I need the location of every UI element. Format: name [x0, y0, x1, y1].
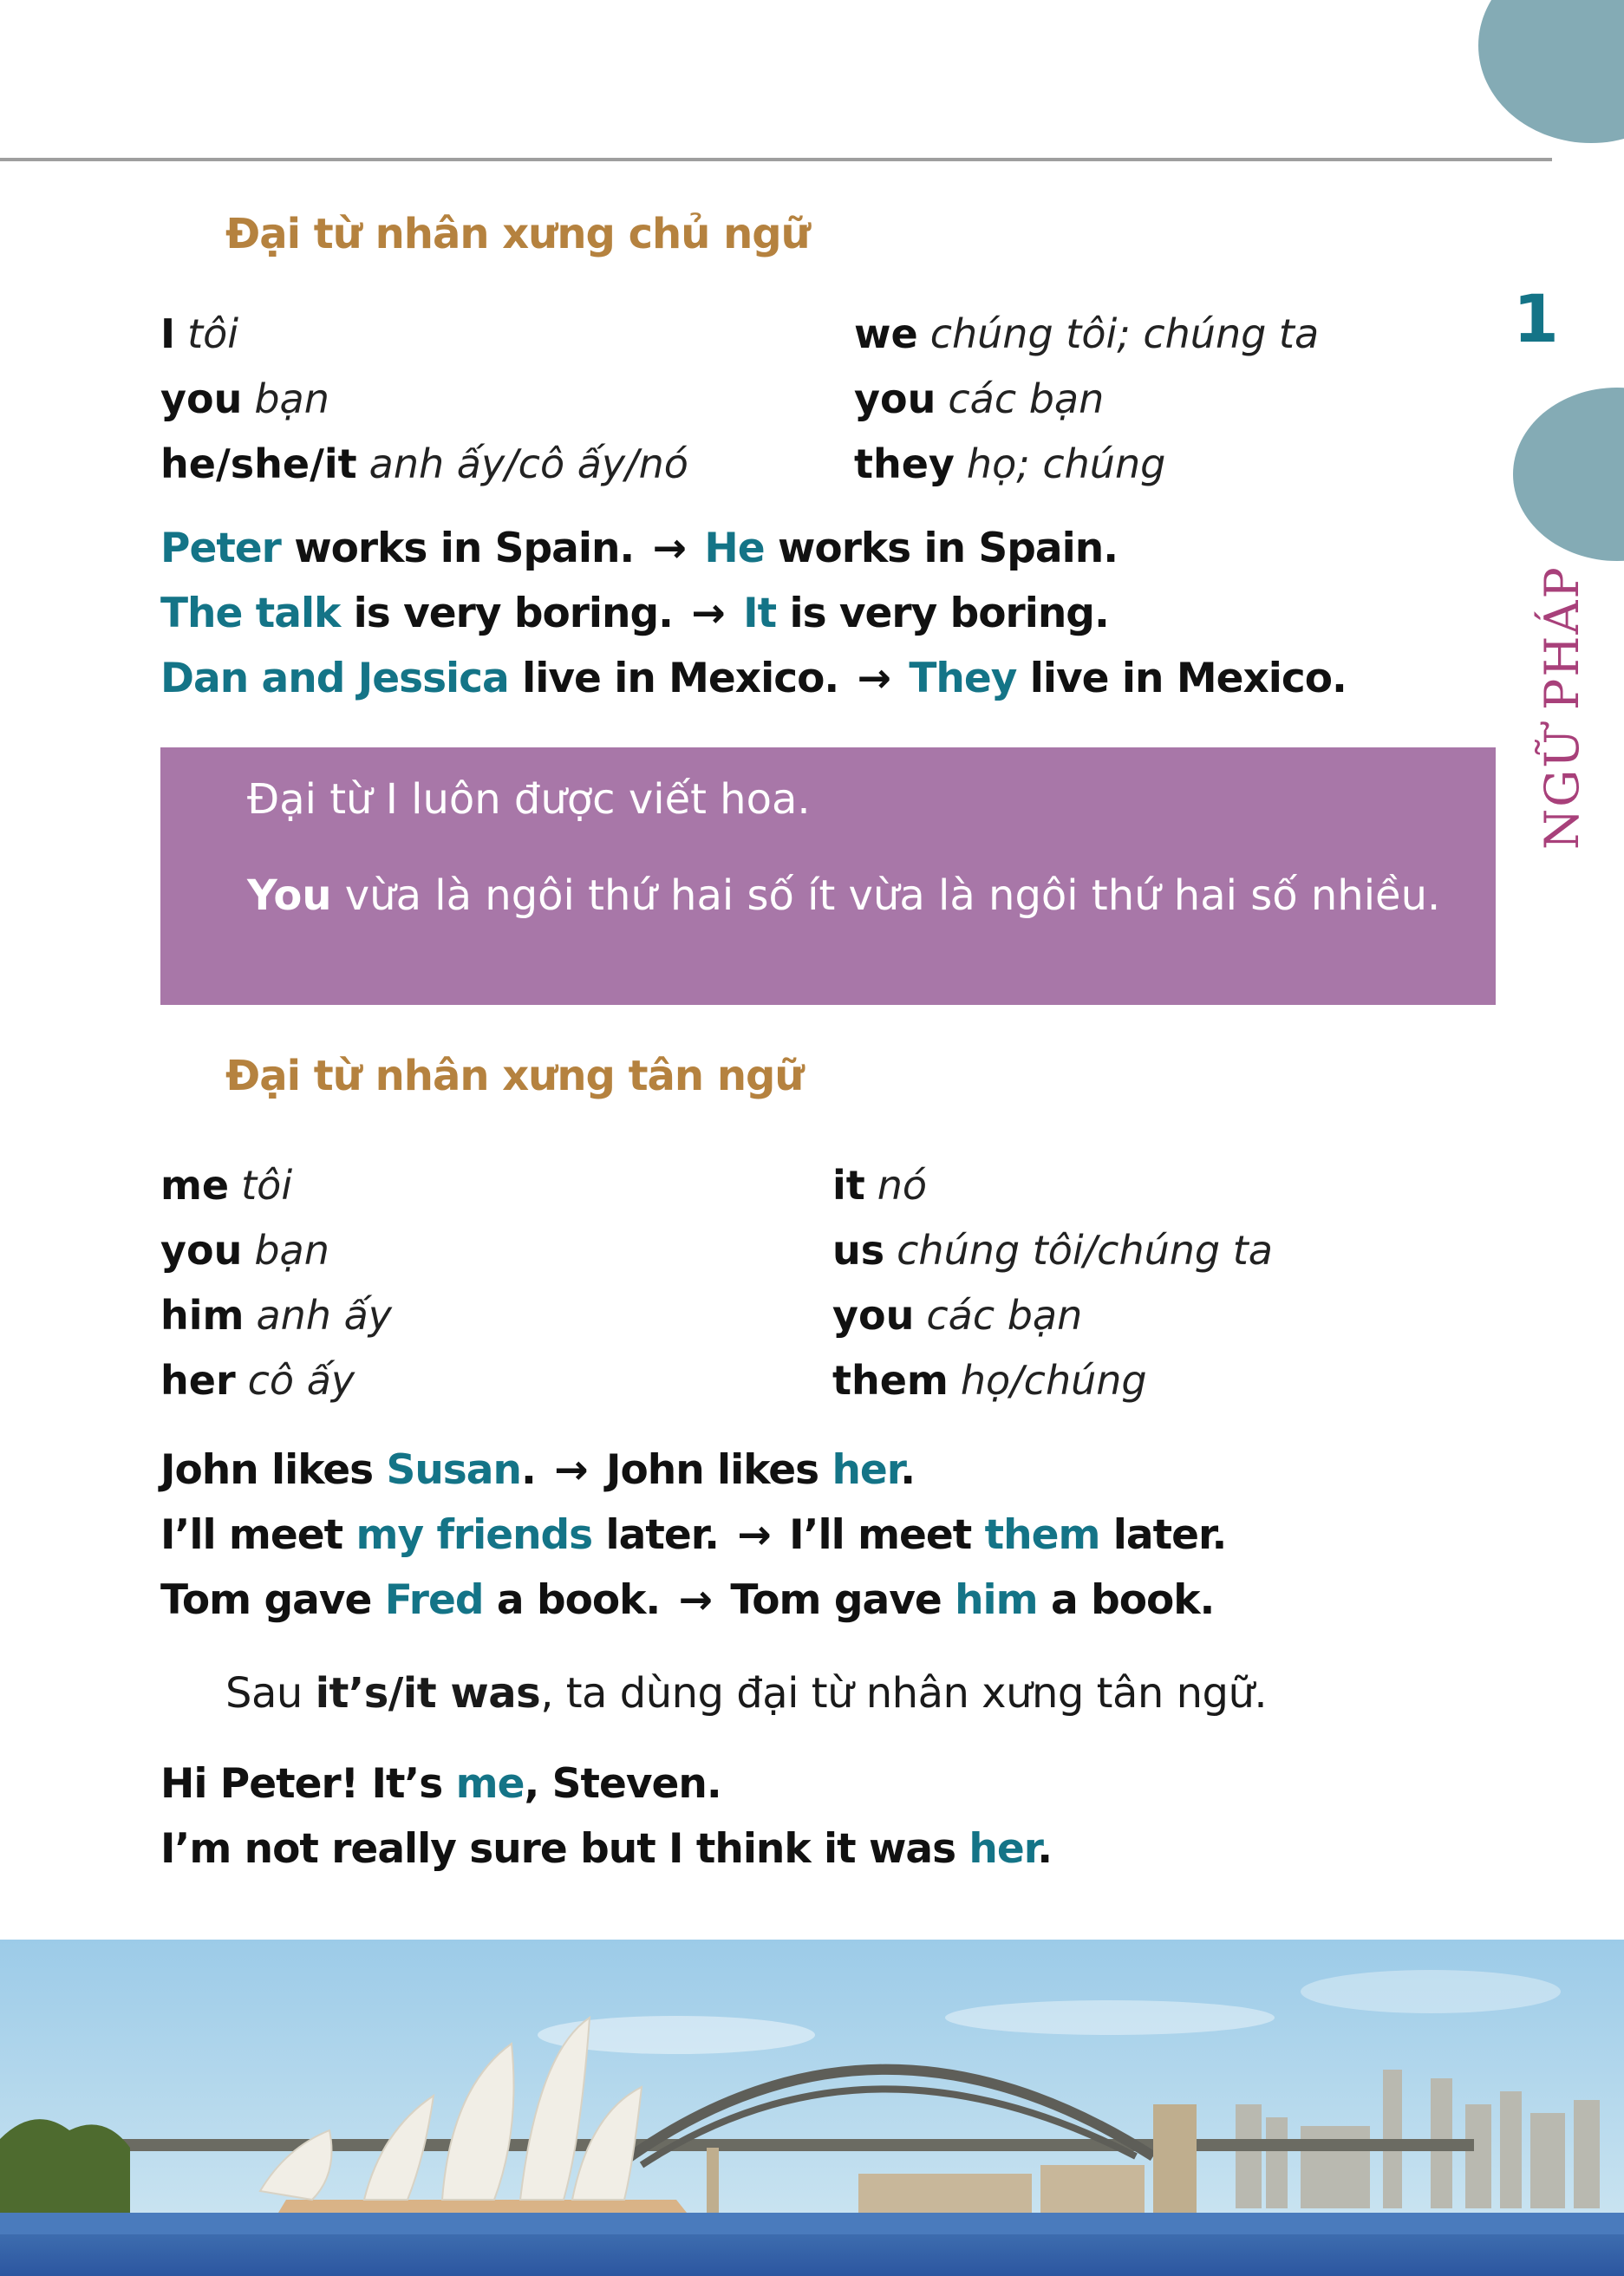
- sentence-text: is very boring.: [776, 590, 1109, 637]
- pronoun-row: [854, 367, 1319, 432]
- arrow-right-icon: →: [857, 655, 890, 702]
- sydney-harbour-photo: [0, 1940, 1624, 2276]
- example-sentence: [160, 1751, 1052, 1816]
- sentence-text: Tom gave: [717, 1576, 955, 1624]
- highlight-noun: Peter: [160, 525, 281, 572]
- object-right-column: [832, 1153, 1273, 1413]
- note-box: [160, 747, 1496, 1005]
- highlight-pronoun: him: [955, 1576, 1038, 1624]
- meaning: anh ấy/cô ấy/nó: [368, 440, 688, 487]
- meaning: chúng tôi/chúng ta: [897, 1227, 1273, 1274]
- tip-examples: [160, 1751, 1052, 1881]
- pronoun: you: [854, 375, 936, 422]
- chapter-number: 1: [1513, 280, 1559, 357]
- highlight-pronoun: her: [969, 1825, 1038, 1873]
- arrow-right-icon: →: [678, 1576, 713, 1624]
- sentence-text: Tom gave: [160, 1576, 385, 1624]
- sentence-text: I’ll meet: [775, 1511, 985, 1559]
- header-rule: [0, 158, 1552, 161]
- sentence-text: Hi Peter! It’s: [160, 1760, 456, 1808]
- pronoun: he/she/it: [160, 440, 357, 487]
- decorative-circle-top: [1478, 0, 1624, 143]
- subject-examples: [160, 516, 1347, 711]
- pronoun-row: [854, 302, 1319, 367]
- pronoun-row: [160, 1218, 392, 1283]
- meaning: bạn: [254, 1227, 329, 1274]
- example-sentence: [160, 516, 1347, 581]
- pronoun: it: [832, 1162, 865, 1209]
- meaning: các bạn: [926, 1292, 1083, 1339]
- pronoun: us: [832, 1227, 885, 1274]
- highlight-pronoun: them: [984, 1511, 1100, 1559]
- sentence-text: John likes: [160, 1446, 387, 1494]
- meaning: họ/chúng: [960, 1357, 1147, 1404]
- meaning: anh ấy: [256, 1292, 392, 1339]
- sentence-text: later.: [1099, 1511, 1227, 1559]
- pronoun-row: [160, 1283, 392, 1348]
- example-sentence: [160, 1816, 1052, 1881]
- meaning: nó: [877, 1162, 928, 1209]
- note-bold-term: You: [247, 871, 332, 920]
- meaning: chúng tôi; chúng ta: [929, 310, 1320, 357]
- pronoun-row: [160, 1348, 392, 1413]
- note-line: [195, 860, 1461, 931]
- pronoun: him: [160, 1292, 245, 1339]
- arrow-right-icon: →: [737, 1511, 771, 1559]
- highlight-pronoun: It: [743, 590, 777, 637]
- arrow-right-icon: →: [554, 1446, 588, 1494]
- highlight-pronoun: her: [832, 1446, 901, 1494]
- pronoun-row: [160, 302, 688, 367]
- sentence-text: works in Spain.: [280, 525, 635, 572]
- arrow-right-icon: →: [652, 525, 687, 572]
- highlight-noun: my friends: [355, 1511, 593, 1559]
- pronoun-row: [832, 1153, 1273, 1218]
- pronoun: you: [832, 1292, 915, 1339]
- meaning: tôi: [187, 310, 239, 357]
- highlight-noun: The talk: [160, 590, 341, 637]
- highlight-pronoun: They: [909, 655, 1017, 702]
- example-sentence: [160, 1503, 1226, 1568]
- sentence-text: .: [900, 1446, 916, 1494]
- sentence-text: live in Mexico.: [508, 655, 839, 702]
- object-pronouns-heading: Đại từ nhân xưng tân ngữ: [225, 1052, 804, 1100]
- pronoun-row: [160, 432, 688, 497]
- highlight-noun: Fred: [384, 1576, 484, 1624]
- subject-right-column: [854, 302, 1319, 497]
- pronoun: they: [854, 440, 955, 487]
- sydney-skyline-illustration: [0, 1940, 1624, 2276]
- sentence-text: John likes: [592, 1446, 832, 1494]
- tip-text: , ta dùng đại từ nhân xưng tân ngữ.: [540, 1669, 1268, 1718]
- pronoun: we: [854, 310, 918, 357]
- pronoun: I: [160, 310, 176, 357]
- sentence-text: later.: [592, 1511, 720, 1559]
- example-sentence: [160, 581, 1347, 646]
- arrow-right-icon: →: [691, 590, 725, 637]
- example-sentence: [160, 646, 1347, 711]
- meaning: bạn: [254, 375, 329, 422]
- object-left-column: [160, 1153, 392, 1413]
- tip-text: Sau: [225, 1669, 316, 1718]
- pronoun-row: [832, 1348, 1273, 1413]
- object-examples: [160, 1438, 1226, 1633]
- example-sentence: [160, 1438, 1226, 1503]
- pronoun-row: [160, 367, 688, 432]
- highlight-pronoun: He: [704, 525, 765, 572]
- subject-pronouns-heading: Đại từ nhân xưng chủ ngữ: [225, 210, 810, 258]
- pronoun-row: [832, 1283, 1273, 1348]
- example-sentence: [160, 1568, 1226, 1633]
- pronoun: me: [160, 1162, 230, 1209]
- note-line: Đại từ I luôn được viết hoa.: [247, 775, 811, 824]
- sentence-text: a book.: [483, 1576, 661, 1624]
- pronoun: you: [160, 1227, 243, 1274]
- pronoun-row: [854, 432, 1319, 497]
- sentence-text: works in Spain.: [764, 525, 1119, 572]
- pronoun: her: [160, 1357, 236, 1404]
- pronoun-row: [832, 1218, 1273, 1283]
- decorative-circle-tab: [1513, 388, 1624, 561]
- pronoun: you: [160, 375, 243, 422]
- sentence-text: is very boring.: [340, 590, 673, 637]
- highlight-noun: Dan and Jessica: [160, 655, 509, 702]
- sentence-text: I’m not really sure but I think it was: [160, 1825, 969, 1873]
- meaning: họ; chúng: [966, 440, 1166, 487]
- pronoun: them: [832, 1357, 949, 1404]
- section-side-label: NGỮ PHÁP: [1535, 565, 1589, 850]
- sentence-text: .: [520, 1446, 536, 1494]
- subject-left-column: [160, 302, 688, 497]
- pronoun-row: [160, 1153, 392, 1218]
- sentence-text: , Steven.: [524, 1760, 721, 1808]
- note-text: vừa là ngôi thứ hai số ít vừa là ngôi thứ hai số nhiều.: [331, 871, 1441, 920]
- tip-bold-term: it’s/it was: [315, 1669, 541, 1718]
- highlight-pronoun: me: [455, 1760, 525, 1808]
- sentence-text: a book.: [1037, 1576, 1215, 1624]
- meaning: tôi: [241, 1162, 293, 1209]
- meaning: cô ấy: [247, 1357, 355, 1404]
- sentence-text: I’ll meet: [160, 1511, 356, 1559]
- usage-tip: [225, 1669, 1267, 1718]
- meaning: các bạn: [948, 375, 1105, 422]
- sentence-text: live in Mexico.: [1016, 655, 1347, 702]
- sentence-text: .: [1037, 1825, 1053, 1873]
- highlight-noun: Susan: [386, 1446, 521, 1494]
